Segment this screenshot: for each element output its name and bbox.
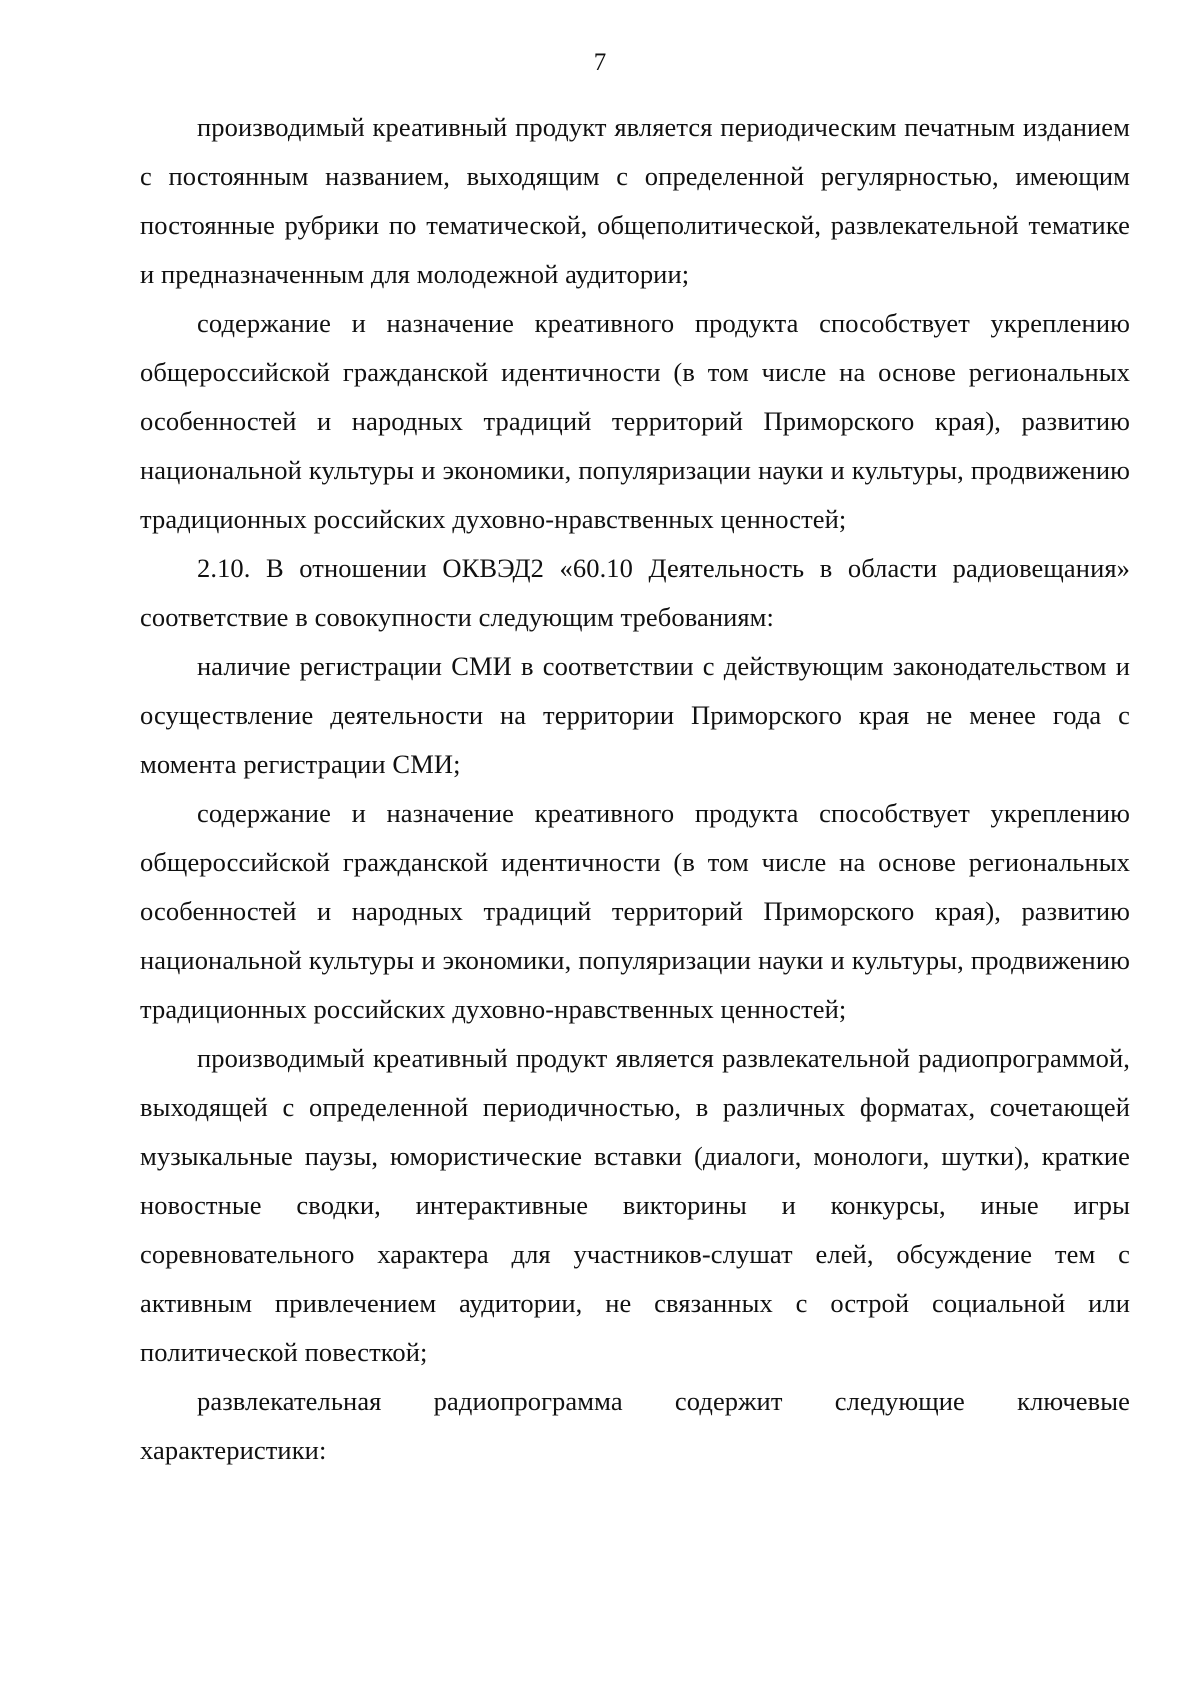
- paragraph-okved-radio: 2.10. В отношении ОКВЭД2 «60.10 Деятельность в области радиовещания» соответствие в совокупности следующим требованиям:: [140, 553, 1130, 632]
- document-body: [140, 103, 1130, 1475]
- paragraph-media-registration: наличие регистрации СМИ в соответствии с действующим законодательством и осуществление деятельности на территории Приморского края не менее года с момента регистрации СМИ;: [140, 651, 1130, 779]
- page-number: 7: [593, 49, 607, 76]
- paragraph-radio-program: производимый креативный продукт является развлекательной радиопрограммой, выходящей с определенной периодичностью, в различных форматах, сочетающей музыкальные паузы, юмористические вставки (диалоги, монологи, шутки), краткие новостные сводки, интерактивные викторины и конкурсы, иные игры соревновательного характера для участников-слушат елей, обсуждение тем с активным привлечением аудитории, не связанных с острой социальной или политической повесткой;: [140, 1043, 1130, 1367]
- paragraph-content-purpose: содержание и назначение креативного продукта способствует укреплению общероссийской гражданской идентичности (в том числе на основе региональных особенностей и народных традиций территорий Приморского края), развитию национальной культуры и экономики, популяризации науки и культуры, продвижению традиционных российских духовно-нравственных ценностей;: [140, 308, 1130, 534]
- paragraph-product-periodical: производимый креативный продукт является периодическим печатным изданием с постоянным названием, выходящим с определенной регулярностью, имеющим постоянные рубрики по тематической, общеполитической, развлекательной тематике и предназначенным для молодежной аудитории;: [140, 112, 1130, 289]
- paragraph-key-characteristics: развлекательная радиопрограмма содержит следующие ключевые характеристики:: [140, 1386, 1130, 1465]
- paragraph-content-purpose-repeat: содержание и назначение креативного продукта способствует укреплению общероссийской гражданской идентичности (в том числе на основе региональных особенностей и народных традиций территорий Приморского края), развитию национальной культуры и экономики, популяризации науки и культуры, продвижению традиционных российских духовно-нравственных ценностей;: [140, 798, 1130, 1024]
